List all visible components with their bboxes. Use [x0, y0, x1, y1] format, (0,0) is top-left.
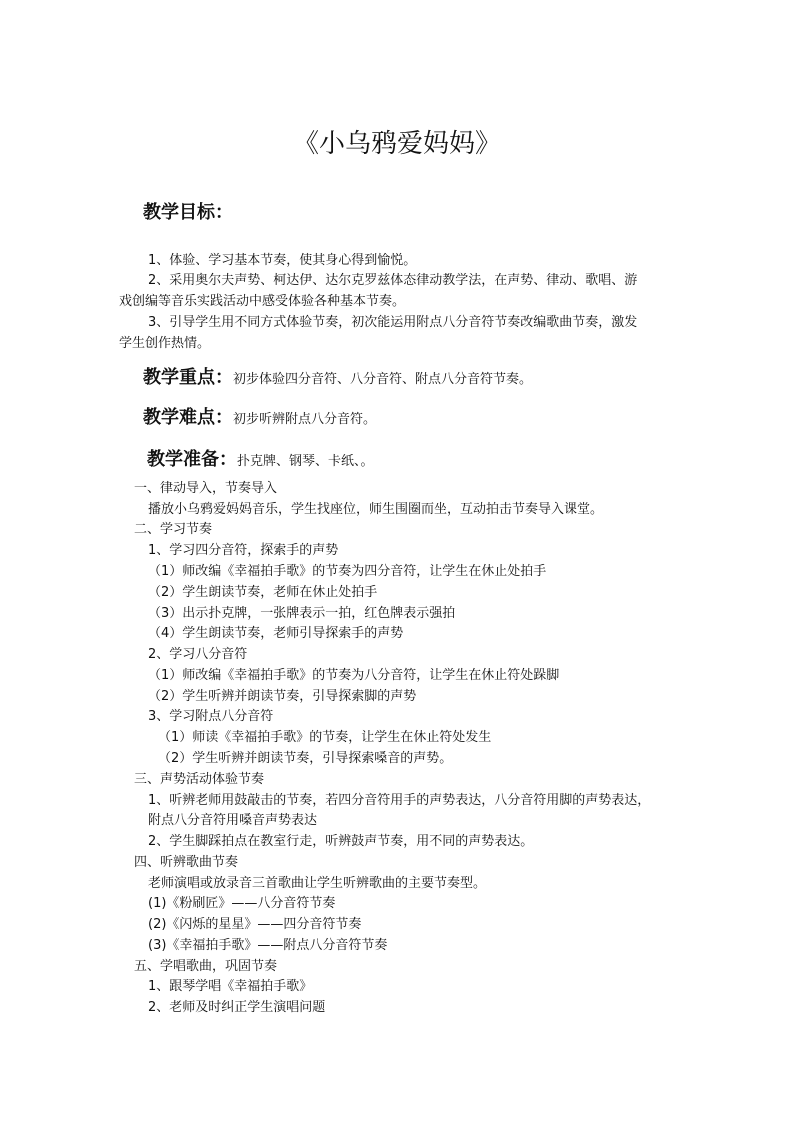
- key-points-text: 初步体验四分音符、八分音符、附点八分音符节奏。: [233, 372, 533, 387]
- process-line: (2)《闪烁的星星》——四分音符节奏: [148, 917, 362, 932]
- process-section-heading: 五、学唱歌曲，巩固节奏: [134, 959, 278, 974]
- difficulty-heading: 教学难点：: [143, 407, 233, 428]
- process-line: 老师演唱或放录音三首歌曲让学生听辨歌曲的主要节奏型。: [148, 876, 487, 891]
- document-title: 《小乌鸦爱妈妈》: [292, 129, 501, 159]
- process-line: （4）学生朗读节奏，老师引导探索手的声势: [148, 626, 404, 641]
- process-line: （3）出示扑克牌，一张牌表示一拍，红色牌表示强拍: [148, 606, 456, 621]
- process-section-heading: 一、律动导入，节奏导入: [134, 481, 278, 496]
- process-line: 播放小乌鸦爱妈妈音乐，学生找座位，师生围圈而坐，互动拍击节奏导入课堂。: [148, 502, 604, 517]
- process-line: （1）师改编《幸福拍手歌》的节奏为四分音符，让学生在休止处拍手: [148, 564, 547, 579]
- objective-line: 学生创作热情。: [119, 336, 211, 351]
- process-line: （1）师读《幸福拍手歌》的节奏，让学生在休止符处发生: [158, 730, 492, 745]
- preparation-text: 扑克牌、钢琴、卡纸、。: [237, 454, 374, 469]
- process-section-heading: 四、听辨歌曲节奏: [134, 855, 239, 870]
- preparation-heading: 教学准备：: [147, 449, 237, 470]
- process-line: 2、学生脚踩拍点在教室行走，听辨鼓声节奏，用不同的声势表达。: [148, 834, 534, 849]
- objective-line: 1、体验、学习基本节奏，使其身心得到愉悦。: [148, 253, 417, 268]
- process-line: 2、老师及时纠正学生演唱问题: [148, 1000, 326, 1015]
- objectives-heading: 教学目标：: [143, 202, 233, 223]
- difficulty-section: [143, 403, 376, 435]
- process-line: （2）学生听辨并朗读节奏，引导探索脚的声势: [148, 689, 417, 704]
- process-line: 3、学习附点八分音符: [148, 709, 274, 724]
- process-section-heading: 二、学习节奏: [134, 522, 213, 537]
- process-line: 附点八分音符用嗓音声势表达: [148, 813, 318, 828]
- process-line: 1、听辨老师用鼓敲击的节奏，若四分音符用手的声势表达，八分音符用脚的声势表达，: [148, 793, 651, 808]
- objectives-section: [143, 198, 233, 228]
- key-points-section: [143, 363, 532, 395]
- objective-line: 2、采用奥尔夫声势、柯达伊、达尔克罗兹体态律动教学法，在声势、律动、歌唱、游: [148, 273, 638, 288]
- process-line: (3)《幸福拍手歌》——附点八分音符节奏: [148, 938, 388, 953]
- process-line: （2）学生听辨并朗读节奏，引导探索嗓音的声势。: [158, 751, 453, 766]
- process-line: 1、跟琴学唱《幸福拍手歌》: [148, 979, 313, 994]
- objective-line: 戏创编等音乐实践活动中感受体验各种基本节奏。: [119, 294, 406, 309]
- objective-line: 3、引导学生用不同方式体验节奏，初次能运用附点八分音符节奏改编歌曲节奏，激发: [148, 315, 638, 330]
- difficulty-text: 初步听辨附点八分音符。: [233, 412, 377, 427]
- process-line: （1）师改编《幸福拍手歌》的节奏为八分音符，让学生在休止符处跺脚: [148, 668, 560, 683]
- process-line: （2）学生朗读节奏，老师在休止处拍手: [148, 585, 378, 600]
- process-section-heading: 三、声势活动体验节奏: [134, 772, 265, 787]
- key-points-heading: 教学重点：: [143, 367, 233, 388]
- process-line: (1)《粉刷匠》——八分音符节奏: [148, 896, 336, 911]
- preparation-section: [147, 445, 374, 477]
- process-line: 2、学习八分音符: [148, 647, 248, 662]
- process-line: 1、学习四分音符，探索手的声势: [148, 543, 339, 558]
